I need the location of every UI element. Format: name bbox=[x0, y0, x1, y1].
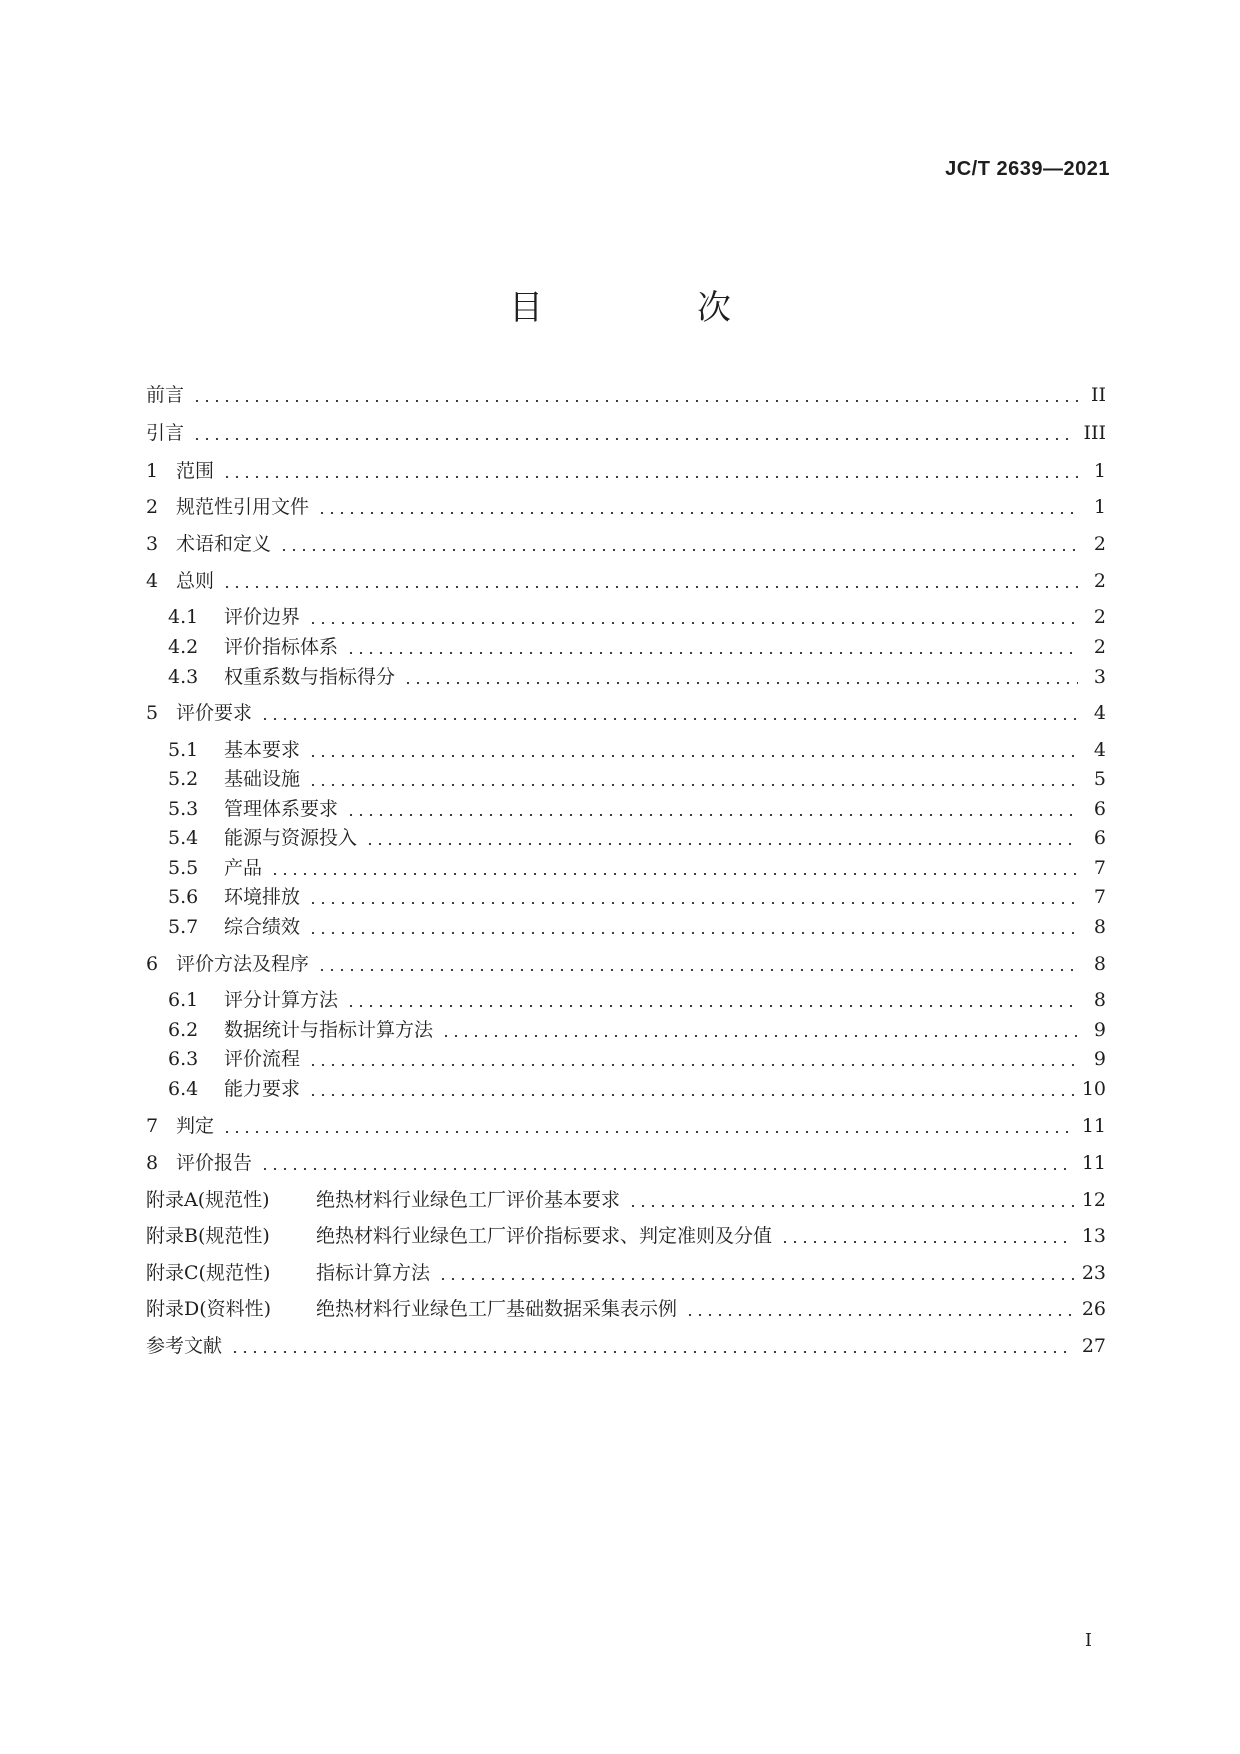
toc-entry-number: 6.1 bbox=[168, 989, 199, 1011]
toc-leader-dots bbox=[441, 1035, 1078, 1037]
toc-entry-page: 1 bbox=[1093, 496, 1106, 518]
toc-entry[interactable] bbox=[146, 882, 1106, 912]
toc-entry-number: 6.2 bbox=[168, 1019, 199, 1041]
toc-leader-dots bbox=[317, 512, 1078, 514]
toc-leader-dots bbox=[628, 1205, 1074, 1207]
toc-leader-dots bbox=[230, 1351, 1074, 1353]
toc-entry-page: 26 bbox=[1081, 1298, 1106, 1320]
toc-entry-title: 判定 bbox=[176, 1115, 215, 1137]
toc-entry-page: 2 bbox=[1093, 636, 1106, 658]
toc-entry-number: 6.4 bbox=[168, 1078, 199, 1100]
toc-entry-page: 8 bbox=[1093, 916, 1106, 938]
toc-entry[interactable] bbox=[146, 794, 1106, 824]
toc-entry-title: 管理体系要求 bbox=[224, 798, 339, 820]
toc-leader-dots bbox=[308, 784, 1078, 786]
toc-leader-dots bbox=[317, 969, 1078, 971]
toc-entry-title: 绝热材料行业绿色工厂评价基本要求 bbox=[316, 1189, 621, 1211]
toc-entry-page: 5 bbox=[1093, 768, 1106, 790]
toc-entry[interactable] bbox=[146, 492, 1106, 522]
toc-entry-number: 3 bbox=[146, 533, 159, 555]
toc-entry-page: 2 bbox=[1093, 533, 1106, 555]
toc-leader-dots bbox=[685, 1314, 1074, 1316]
standard-code: JC/T 2639—2021 bbox=[945, 158, 1110, 180]
toc-entry-title: 指标计算方法 bbox=[316, 1262, 431, 1284]
toc-entry-page: 10 bbox=[1081, 1078, 1106, 1100]
toc-entry-page: 12 bbox=[1081, 1189, 1106, 1211]
toc-entry-page: 11 bbox=[1081, 1115, 1106, 1137]
toc-leader-dots bbox=[279, 549, 1078, 551]
toc-entry-title: 总则 bbox=[176, 570, 215, 592]
toc-entry-number: 2 bbox=[146, 496, 159, 518]
toc-leader-dots bbox=[308, 755, 1078, 757]
toc-entry-number: 附录B(规范性) bbox=[146, 1225, 270, 1247]
toc-entry-page: 7 bbox=[1093, 886, 1106, 908]
toc-entry[interactable] bbox=[146, 985, 1106, 1015]
toc-entry-number: 5 bbox=[146, 702, 159, 724]
page-title: 目 次 bbox=[509, 288, 791, 328]
toc-entry[interactable] bbox=[146, 1111, 1106, 1141]
toc-entry-title: 综合绩效 bbox=[224, 916, 301, 938]
toc-entry[interactable] bbox=[146, 566, 1106, 596]
toc-entry-page: 2 bbox=[1093, 570, 1106, 592]
toc-entry-number: 7 bbox=[146, 1115, 159, 1137]
toc-entry-page: 27 bbox=[1081, 1335, 1106, 1357]
toc-entry-page: II bbox=[1090, 384, 1106, 406]
toc-entry[interactable] bbox=[146, 698, 1106, 728]
toc-entry-page: 8 bbox=[1093, 989, 1106, 1011]
toc-entry-page: 4 bbox=[1093, 702, 1106, 724]
toc-entry[interactable] bbox=[146, 632, 1106, 662]
toc-entry-title: 评价流程 bbox=[224, 1048, 301, 1070]
toc-entry[interactable] bbox=[146, 735, 1106, 765]
toc-entry-page: 4 bbox=[1093, 739, 1106, 761]
toc-entry[interactable] bbox=[146, 764, 1106, 794]
toc-entry-page: 11 bbox=[1081, 1152, 1106, 1174]
toc-entry[interactable] bbox=[146, 1331, 1106, 1361]
toc-entry-number: 6 bbox=[146, 953, 159, 975]
toc-entry-number: 附录D(资料性) bbox=[146, 1298, 272, 1320]
toc-entry-title: 能源与资源投入 bbox=[224, 827, 358, 849]
toc-leader-dots bbox=[346, 652, 1078, 654]
toc-entry-number: 5.1 bbox=[168, 739, 199, 761]
toc-entry-page: 13 bbox=[1081, 1225, 1106, 1247]
toc-entry-title: 基本要求 bbox=[224, 739, 301, 761]
toc-entry-page: 8 bbox=[1093, 953, 1106, 975]
toc-entry-number: 5.6 bbox=[168, 886, 199, 908]
toc-entry-page: 23 bbox=[1081, 1262, 1106, 1284]
toc-leader-dots bbox=[222, 1131, 1074, 1133]
toc-leader-dots bbox=[308, 622, 1078, 624]
toc-entry[interactable] bbox=[146, 1148, 1106, 1178]
toc-leader-dots bbox=[260, 718, 1078, 720]
toc-entry[interactable] bbox=[146, 1044, 1106, 1074]
toc-entry[interactable] bbox=[146, 949, 1106, 979]
toc-leader-dots bbox=[308, 902, 1078, 904]
toc-entry-page: 3 bbox=[1093, 666, 1106, 688]
toc-entry[interactable] bbox=[146, 912, 1106, 942]
toc-entry-title: 评价指标体系 bbox=[224, 636, 339, 658]
toc-entry-title: 评价边界 bbox=[224, 606, 301, 628]
toc-entry[interactable] bbox=[146, 1185, 1106, 1215]
toc-entry[interactable] bbox=[146, 662, 1106, 692]
toc-entry[interactable] bbox=[146, 456, 1106, 486]
toc-entry-page: 2 bbox=[1093, 606, 1106, 628]
toc-entry-number: 5.2 bbox=[168, 768, 199, 790]
toc-leader-dots bbox=[222, 476, 1078, 478]
toc-entry-page: 7 bbox=[1093, 857, 1106, 879]
toc-entry-title: 规范性引用文件 bbox=[176, 496, 310, 518]
toc-entry-number: 8 bbox=[146, 1152, 159, 1174]
toc-entry-title: 环境排放 bbox=[224, 886, 301, 908]
toc-entry-number: 6.3 bbox=[168, 1048, 199, 1070]
toc-entry-number: 4 bbox=[146, 570, 159, 592]
toc-entry-number: 4.3 bbox=[168, 666, 199, 688]
toc-leader-dots bbox=[346, 814, 1078, 816]
toc-entry-title: 能力要求 bbox=[224, 1078, 301, 1100]
toc-leader-dots bbox=[308, 932, 1078, 934]
toc-entry-number: 5.3 bbox=[168, 798, 199, 820]
toc-entry[interactable] bbox=[146, 1221, 1106, 1251]
toc-entry-number: 1 bbox=[146, 460, 159, 482]
toc-leader-dots bbox=[192, 438, 1075, 440]
toc-entry-page: 9 bbox=[1093, 1019, 1106, 1041]
toc-entry-page: 9 bbox=[1093, 1048, 1106, 1070]
toc-entry-title: 数据统计与指标计算方法 bbox=[224, 1019, 434, 1041]
page-number: I bbox=[1084, 1630, 1092, 1651]
toc-entry-title: 参考文献 bbox=[146, 1335, 223, 1357]
toc-entry[interactable] bbox=[146, 1294, 1106, 1324]
toc-entry-title: 评分计算方法 bbox=[224, 989, 339, 1011]
toc-entry-number: 5.5 bbox=[168, 857, 199, 879]
toc-leader-dots bbox=[780, 1241, 1074, 1243]
toc-entry-title: 评价报告 bbox=[176, 1152, 253, 1174]
toc-leader-dots bbox=[346, 1005, 1078, 1007]
toc-entry[interactable] bbox=[146, 418, 1106, 448]
toc-entry[interactable] bbox=[146, 1015, 1106, 1045]
toc-entry-title: 术语和定义 bbox=[176, 533, 272, 555]
toc-entry-title: 绝热材料行业绿色工厂评价指标要求、判定准则及分值 bbox=[316, 1225, 773, 1247]
toc-leader-dots bbox=[308, 1064, 1078, 1066]
toc-entry-number: 4.2 bbox=[168, 636, 199, 658]
toc-entry-number: 5.7 bbox=[168, 916, 199, 938]
toc-entry-page: 6 bbox=[1093, 798, 1106, 820]
toc-leader-dots bbox=[365, 843, 1078, 845]
toc-entry-title: 权重系数与指标得分 bbox=[224, 666, 396, 688]
toc-leader-dots bbox=[403, 682, 1078, 684]
toc-entry-title: 引言 bbox=[146, 422, 185, 444]
toc-entry-title: 产品 bbox=[224, 857, 263, 879]
toc-leader-dots bbox=[222, 586, 1078, 588]
toc-entry-page: 1 bbox=[1093, 460, 1106, 482]
toc-entry[interactable] bbox=[146, 380, 1106, 410]
toc-leader-dots bbox=[438, 1278, 1074, 1280]
toc-entry-page: III bbox=[1083, 422, 1106, 444]
toc-leader-dots bbox=[270, 873, 1078, 875]
toc-entry-page: 6 bbox=[1093, 827, 1106, 849]
toc-leader-dots bbox=[260, 1168, 1074, 1170]
toc-entry-title: 基础设施 bbox=[224, 768, 301, 790]
toc-entry[interactable] bbox=[146, 602, 1106, 632]
toc-entry-title: 绝热材料行业绿色工厂基础数据采集表示例 bbox=[316, 1298, 678, 1320]
toc-entry[interactable] bbox=[146, 529, 1106, 559]
toc-entry-title: 评价要求 bbox=[176, 702, 253, 724]
toc-entry-number: 5.4 bbox=[168, 827, 199, 849]
toc-entry-title: 范围 bbox=[176, 460, 215, 482]
toc-entry-title: 前言 bbox=[146, 384, 185, 406]
toc-leader-dots bbox=[192, 400, 1078, 402]
toc-entry-number: 附录C(规范性) bbox=[146, 1262, 271, 1284]
toc-entry[interactable] bbox=[146, 1258, 1106, 1288]
toc-leader-dots bbox=[308, 1094, 1074, 1096]
toc-entry[interactable] bbox=[146, 823, 1106, 853]
toc-entry-title: 评价方法及程序 bbox=[176, 953, 310, 975]
toc-entry-number: 4.1 bbox=[168, 606, 199, 628]
toc-entry[interactable] bbox=[146, 1074, 1106, 1104]
toc-entry-number: 附录A(规范性) bbox=[146, 1189, 270, 1211]
toc-entry[interactable] bbox=[146, 853, 1106, 883]
